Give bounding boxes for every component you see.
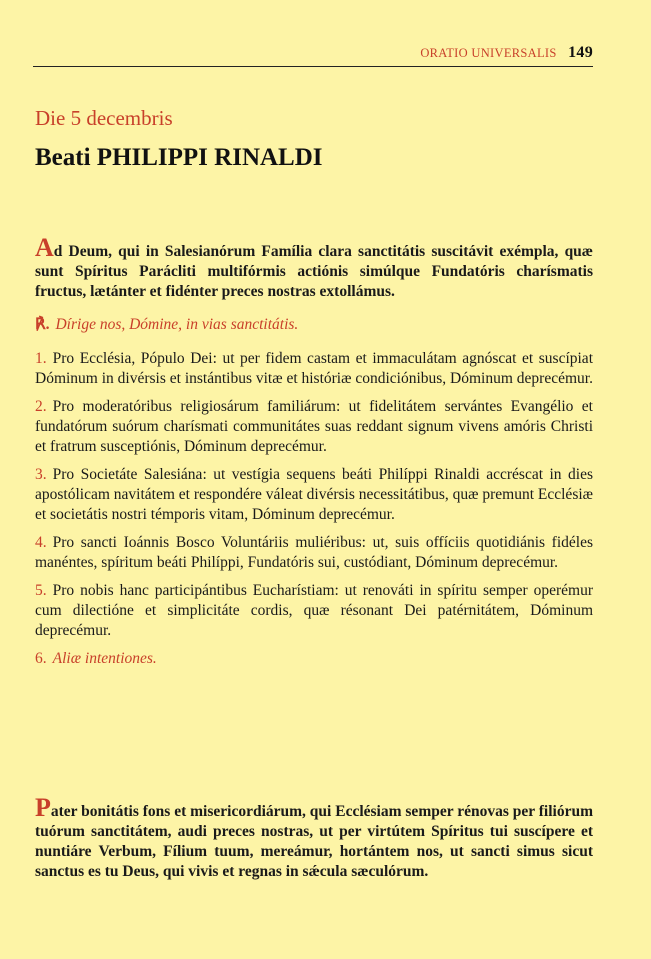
response-symbol: ℟. (35, 316, 50, 333)
closing-initial: P (35, 793, 51, 822)
response-text: Dírige nos, Dómine, in vias sanctitátis. (55, 316, 299, 333)
petition-text: Pro Societáte Salesiána: ut vestígia sequens beáti Philíppi Rinaldi accréscat in dies apostólicam navitátem et respondére váleat divérsis necessitátibus, quæ premunt Ecclésiæ et societátis nostri témporis vitam, Dóminum deprecémur. (35, 466, 593, 523)
petition-text: Pro moderatóribus religiosárum familiárum: ut fidelitátem servántes Evangélio et fundatórum suórum charísmati communitátes suas reddant signum vivens amóris Christi et fratrum susceptiónis, Dóminum deprecémur. (35, 398, 593, 455)
closing-text: ater bonitátis fons et misericordiárum, qui Ecclésiam semper rénovas per filiórum tuórum sanctitátem, audi preces nostras, ut per virtútem Spíritus tui suscípere et nuntiáre Verbum, Fílium tuum, mereámur, hortántem nos, ut sancti simus sicut sanctus es tu Deus, qui vivis et regnas in sǽcula sæculórum. (35, 803, 593, 880)
petition-number: 2. (35, 398, 47, 415)
intro-text: d Deum, qui in Salesianórum Família clara sanctitátis suscitávit exémpla, quæ sunt Spíritus Parácliti multifórmis actiónis simúlque Fundatóris charísmatis fructus, lætánter et fidénter preces nostras extollámus. (35, 243, 593, 300)
petition-item (35, 349, 593, 389)
petition-number: 4. (35, 534, 47, 551)
petition-number: 5. (35, 582, 47, 599)
introduction-paragraph (35, 233, 593, 302)
petition-item (35, 581, 593, 641)
petition-text: Aliæ intentiones. (52, 650, 157, 667)
page-title: Beati PHILIPPI RINALDI (35, 144, 323, 171)
petitions-list (35, 349, 593, 677)
petition-item (35, 397, 593, 457)
petition-number: 6. (35, 650, 47, 667)
page-number: 149 (568, 44, 593, 61)
header-rule (33, 66, 593, 67)
petition-text: Pro sancti Ioánnis Bosco Voluntáriis muliéribus: ut, suis offíciis quotidiánis fidéles manéntes, spíritum beáti Philíppi, Fundatóris sui, custódiant, Dóminum deprecémur. (35, 534, 593, 571)
petition-number: 3. (35, 466, 47, 483)
petition-text: Pro Ecclésia, Pópulo Dei: ut per fidem castam et immaculátam agnóscat et suscípiat Dóminum in divérsis et instántibus vitæ et históriæ condiciónibus, Dóminum deprecémur. (35, 350, 593, 387)
response-line (35, 315, 593, 335)
petition-item (35, 533, 593, 573)
petition-item-other-intentions (35, 649, 593, 669)
petition-number: 1. (35, 350, 47, 367)
closing-prayer (35, 793, 593, 882)
feast-date: Die 5 decembris (35, 106, 173, 130)
header-section-title: ORATIO UNIVERSALIS (420, 46, 557, 60)
petition-text: Pro nobis hanc participántibus Eucharístiam: ut renováti in spíritu semper operémur cum dilectióne et simplicitáte cordis, quæ résonant Dei patérnitátem, Dóminum deprecémur. (35, 582, 593, 639)
running-header (33, 44, 593, 62)
intro-initial: A (35, 233, 54, 262)
petition-item (35, 465, 593, 525)
